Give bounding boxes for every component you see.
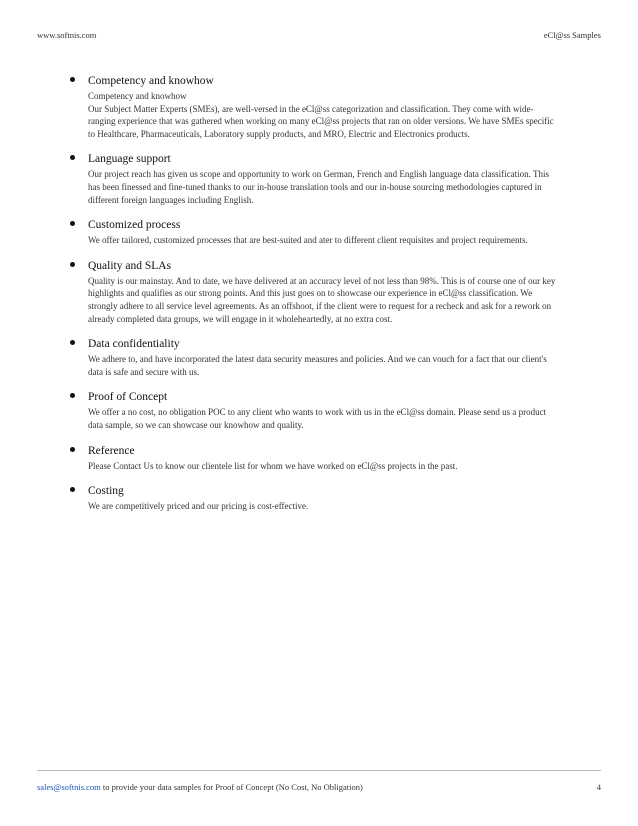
page-footer (37, 782, 601, 792)
list-item (70, 74, 560, 140)
page-header (37, 30, 601, 40)
item-title: Proof of Concept (88, 391, 168, 404)
item-title: Quality and SLAs (88, 259, 172, 272)
bullet-icon (70, 262, 75, 267)
footer-text-group (37, 782, 363, 792)
item-body: We offer a no cost, no obligation POC to any client who wants to work with us in the eCl@ss domain. Please send us a product data sample, so we can showcase our knowhow and quality. (88, 407, 547, 430)
page-number: 4 (596, 782, 601, 792)
bullet-icon (70, 487, 75, 492)
bullet-icon (70, 393, 75, 398)
bullet-icon (70, 77, 75, 82)
footer-divider (37, 770, 601, 771)
bullet-icon (70, 221, 75, 226)
feature-list (70, 74, 560, 525)
list-item (70, 444, 560, 473)
list-item (70, 484, 560, 513)
item-title: Data confidentiality (88, 338, 180, 351)
item-subtitle: Competency and knowhow (88, 91, 187, 101)
item-body: Please Contact Us to know our clientele list for whom we have worked on eCl@ss projects in the past. (88, 460, 458, 471)
item-body: We are competitively priced and our pricing is cost-effective. (88, 501, 309, 512)
header-website: www.softnis.com (37, 30, 97, 40)
header-section-title: eCl@ss Samples (543, 30, 601, 40)
item-body: Our project reach has given us scope and opportunity to work on German, French and English language data classification. This has been finessed and fine-tuned thanks to our in-house translation tools and our in-house sourcing methodologies captured in different foreign languages including English. (88, 169, 549, 205)
bullet-icon (70, 340, 75, 345)
item-title: Competency and knowhow (88, 75, 214, 87)
footer-email-link[interactable]: sales@softnis.com (37, 782, 101, 792)
item-title: Language support (88, 153, 171, 166)
bullet-icon (70, 447, 75, 452)
bullet-icon (70, 155, 75, 160)
item-body: Quality is our mainstay. And to date, we have delivered at an accuracy level of not less than 98%. This is of course one of our key highlights and qualifies as our strong points. And this just goes on to showcase our experience in eCl@ss classification. We strongly adhere to all service level agreements. As an offshoot, if the client were to request for a recheck and ask for a rework on already completed data groups, we will engage in it wholeheartedly, at no extra cost. (88, 275, 556, 324)
item-body: Our Subject Matter Experts (SMEs), are well-versed in the eCl@ss categorization and classification. They come with wide-ranging experience that was gathered when working on many eCl@ss projects that ran on older versions. We have SMEs specific to Healthcare, Pharmaceuticals, Laboratory supply products, and MRO, Electric and Electronics products. (88, 103, 554, 139)
item-body: We offer tailored, customized processes that are best-suited and ater to different client requisites and project requirements. (88, 235, 528, 246)
item-title: Costing (88, 485, 124, 498)
list-item (70, 390, 560, 431)
footer-text: to provide your data samples for Proof of Concept (No Cost, No Obligation) (102, 782, 363, 792)
list-item (70, 259, 560, 325)
list-item (70, 337, 560, 378)
list-item (70, 152, 560, 206)
item-body: We adhere to, and have incorporated the latest data security measures and policies. And we can vouch for a fact that our client's data is safe and secure with us. (88, 354, 547, 377)
list-item (70, 218, 560, 247)
item-title: Customized process (88, 219, 181, 232)
item-title: Reference (88, 444, 135, 457)
